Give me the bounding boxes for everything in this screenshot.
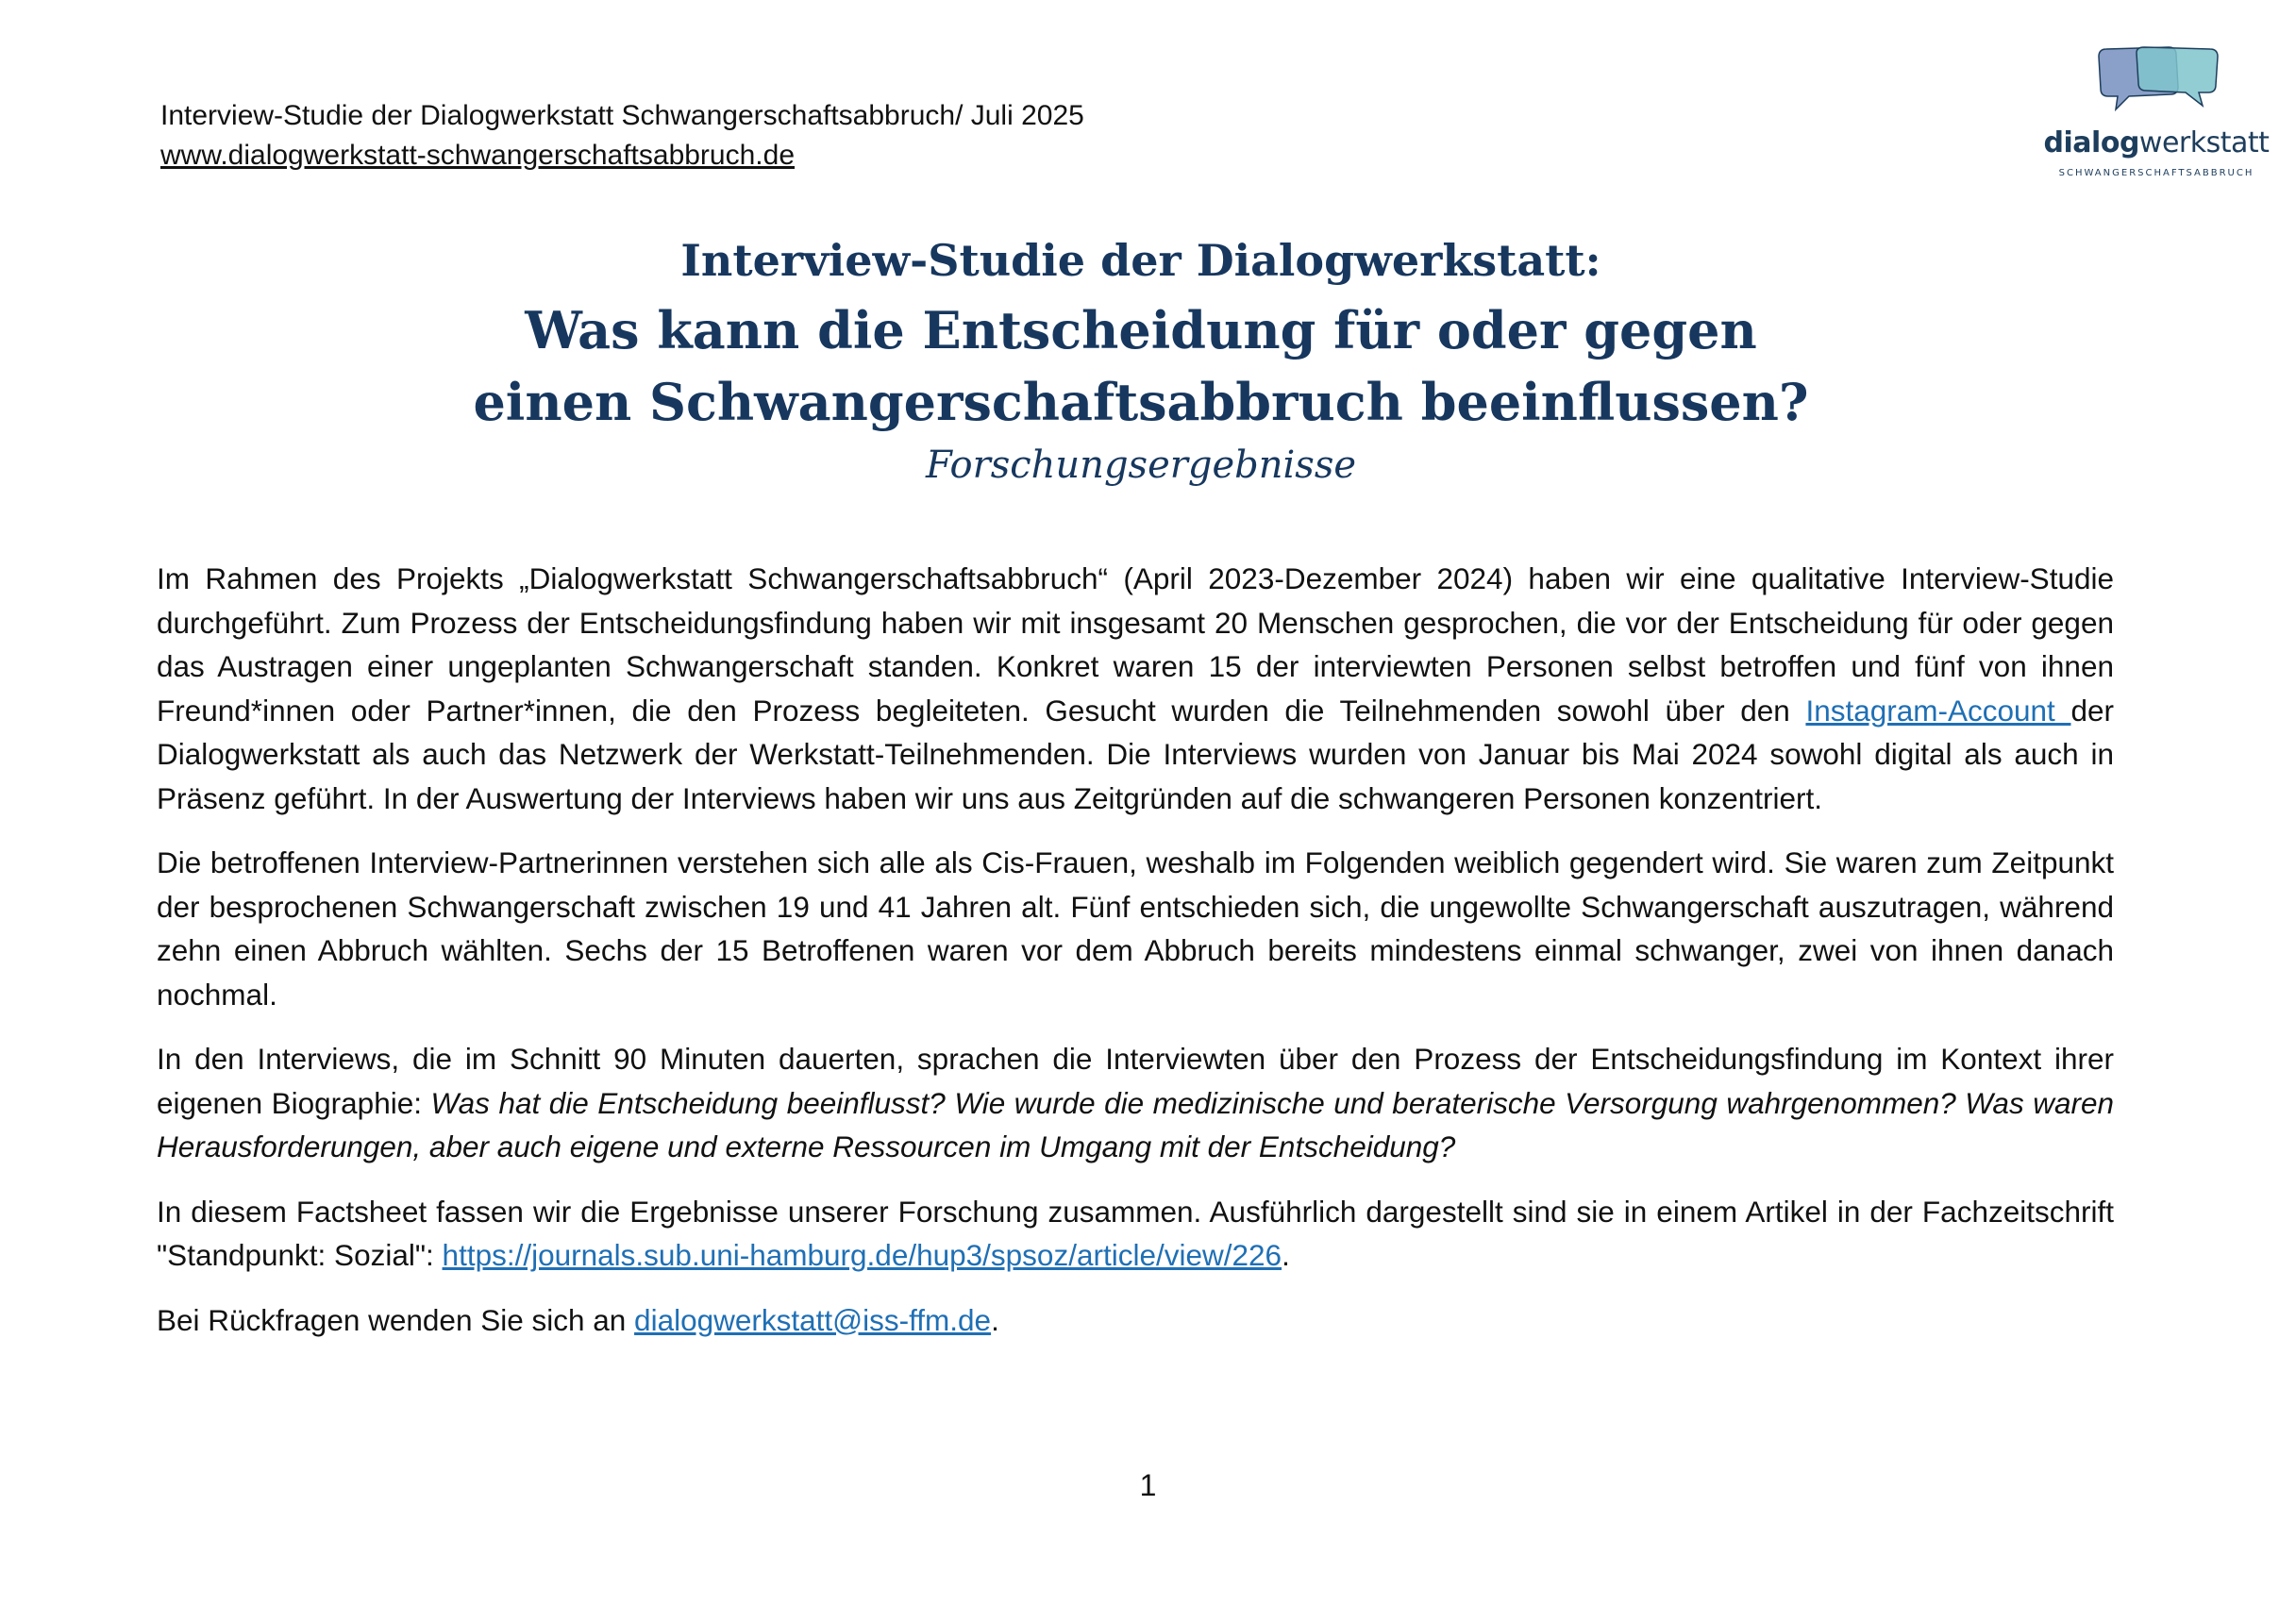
logo-wordmark — [2038, 126, 2274, 159]
logo-word-bold: dialog — [2043, 126, 2139, 159]
paragraph-3-text: In den Interviews, die im Schnitt 90 Minuten dauerten, sprachen die Interviewten über den Prozess der Entscheidungsfindung im Kontext ihrer eigenen Biographie: — [157, 1042, 2114, 1120]
paragraph-5-end: . — [991, 1302, 999, 1337]
paragraph-2: Die betroffenen Interview-Partnerinnen verstehen sich alle als Cis-Frauen, weshalb im Folgenden weiblich gegendert wird. Sie waren zum Zeitpunkt der besprochenen Schwangerschaft zwischen 19 und 41 Jahren alt. Fünf entschieden sich, die ungewollte Schwangerschaft auszutragen, während zehn einen Abbruch wählten. Sechs der 15 Betroffenen waren vor dem Abbruch bereits mindestens einmal schwanger, zwei von ihnen danach nochmal. — [157, 845, 2114, 1012]
title-block — [160, 226, 2121, 493]
title-line-2: Was kann die Entscheidung für oder gegen — [525, 300, 1757, 360]
title-line-3: einen Schwangerschaftsabbruch beeinflussen? — [473, 372, 1809, 432]
contact-email-link[interactable]: dialogwerkstatt@iss-ffm.de — [634, 1302, 992, 1337]
header-title: Interview-Studie der Dialogwerkstatt Schwangerschaftsabbruch/ Juli 2025 — [160, 100, 1084, 131]
dialogwerkstatt-logo — [2038, 43, 2274, 185]
speech-bubbles-icon — [2091, 43, 2223, 121]
paragraph-4 — [157, 1190, 2114, 1278]
header-website-link[interactable]: www.dialogwerkstatt-schwangerschaftsabbruch.de — [160, 140, 795, 171]
paragraph-3 — [157, 1037, 2114, 1169]
paragraph-1-text-b: der Dialogwerkstatt als auch das Netzwerk der Werkstatt-Teilnehmenden. Die Interviews wurden von Januar bis Mai 2024 sowohl digital als auch in Präsenz geführt. In der Auswertung der Interviews haben wir uns aus Zeitgründen auf die schwangeren Personen konzentriert. — [157, 693, 2114, 815]
paragraph-4-end: . — [1282, 1238, 1290, 1272]
title-subtitle: Forschungsergebnisse — [925, 443, 1357, 487]
title-line-1: Interview-Studie der Dialogwerkstatt: — [680, 235, 1601, 286]
logo-subtitle: SCHWANGERSCHAFTSABBRUCH — [2058, 168, 2254, 178]
page-header — [160, 96, 1084, 176]
paragraph-1 — [157, 557, 2114, 820]
instagram-account-link[interactable]: Instagram-Account — [1805, 693, 2071, 728]
paragraph-5-text: Bei Rückfragen wenden Sie sich an — [157, 1302, 635, 1337]
paragraph-1-text-a: Im Rahmen des Projekts „Dialogwerkstatt Schwangerschaftsabbruch“ (April 2023-Dezember 2024) haben wir eine qualitative Interview-Studie durchgeführt. Zum Prozess der Entscheidungsfindung haben wir mit insgesamt 20 Menschen gesprochen, die vor der Entscheidung für oder gegen das Austragen einer ungeplanten Schwangerschaft standen. Konkret waren 15 der interviewten Personen selbst betroffen und fünf von ihnen Freund*innen oder Partner*innen, die den Prozess begleiteten. Gesucht wurden die Teilnehmenden sowohl über den — [157, 561, 2114, 728]
paragraph-3-questions: Was hat die Entscheidung beeinflusst? Wie wurde die medizinische und beraterische Versorgung wahrgenommen? Was waren Herausforderungen, aber auch eigene und externe Ressourcen im Umgang mit der Entscheidung? — [157, 1085, 2114, 1163]
journal-article-link[interactable]: https://journals.sub.uni-hamburg.de/hup3/spsoz/article/view/226 — [442, 1238, 1282, 1272]
page-number: 1 — [1139, 1468, 1157, 1502]
paragraph-5 — [157, 1298, 2114, 1343]
logo-word-regular: werkstatt — [2138, 126, 2270, 159]
body-text — [157, 557, 2114, 1363]
paragraph-4-text: In diesem Factsheet fassen wir die Ergebnisse unserer Forschung zusammen. Ausführlich dargestellt sind sie in einem Artikel in der Fachzeitschrift "Standpunkt: Sozial": — [157, 1194, 2114, 1272]
